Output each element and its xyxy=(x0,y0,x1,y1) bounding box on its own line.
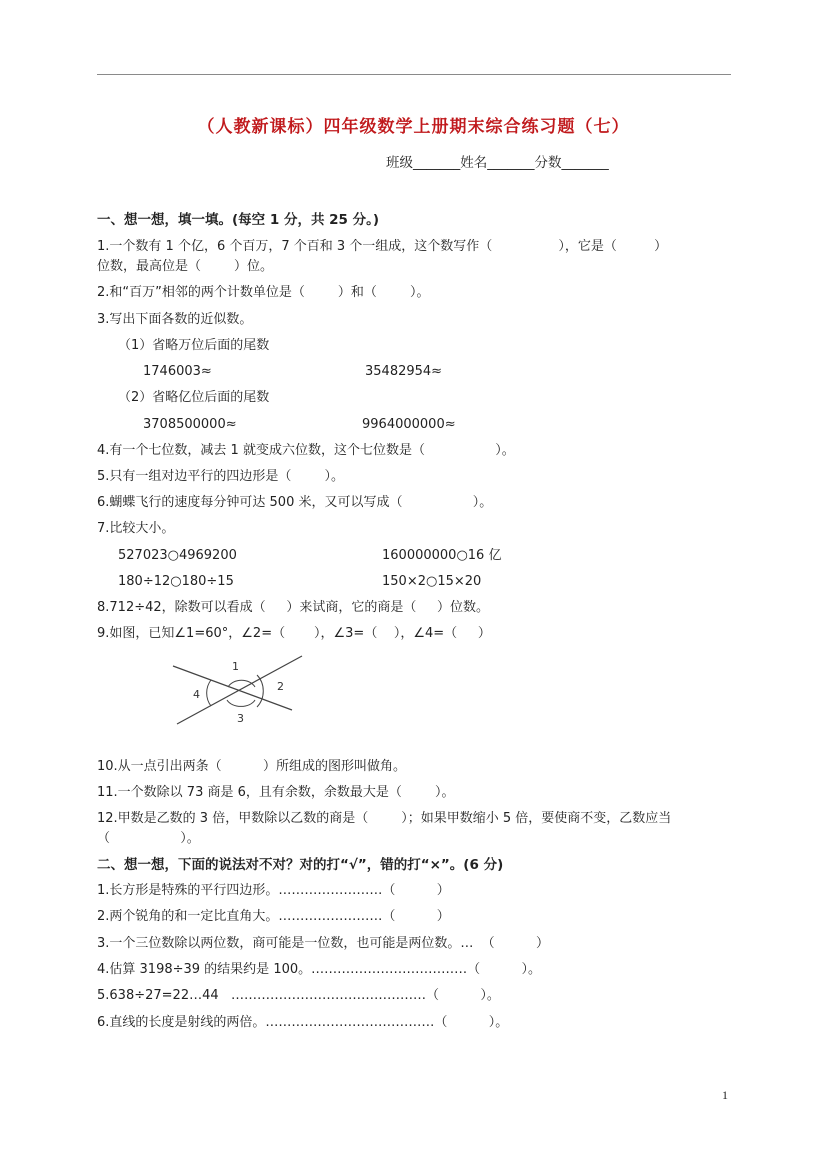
question-12a: 12.甲数是乙数的 3 倍，甲数除以乙数的商是（ ）；如果甲数缩小 5 倍，要使商不变，乙数应当 xyxy=(97,811,672,826)
angle-label-3: 3 xyxy=(237,712,244,725)
judge-item-5: 5.638÷27=22…44 ………………………………………（ ）。 xyxy=(97,988,500,1003)
question-3-2a: 3708500000≈ xyxy=(143,417,237,432)
question-10: 10.从一点引出两条（ ）所组成的图形叫做角。 xyxy=(97,759,406,774)
section2-title: 二、想一想，下面的说法对不对？对的打“√”，错的打“×”。(6 分) xyxy=(97,857,504,873)
question-4: 4.有一个七位数，减去 1 就变成六位数，这个七位数是（ ）。 xyxy=(97,443,515,458)
judge-item-1: 1.长方形是特殊的平行四边形。……………………（ ） xyxy=(97,883,450,898)
question-7: 7.比较大小。 xyxy=(97,521,175,536)
question-2: 2.和“百万”相邻的两个计数单位是（ ）和（ ）。 xyxy=(97,285,430,300)
compare-7d: 150×2○15×20 xyxy=(382,574,482,589)
question-12b: （ ）。 xyxy=(97,831,200,846)
question-8: 8.712÷42，除数可以看成（ ）来试商，它的商是（ ）位数。 xyxy=(97,600,489,615)
question-9: 9.如图，已知∠1=60°，∠2=（ ），∠3=（ ），∠4=（ ） xyxy=(97,626,491,641)
angle-label-4: 4 xyxy=(193,688,200,701)
judge-item-6: 6.直线的长度是射线的两倍。…………………………………（ ）。 xyxy=(97,1015,509,1030)
page-number: 1 xyxy=(722,1088,728,1102)
question-5: 5.只有一组对边平行的四边形是（ ）。 xyxy=(97,469,344,484)
angle-arc-4 xyxy=(207,680,211,706)
angle-arc-3 xyxy=(227,700,255,706)
question-11: 11.一个数除以 73 商是 6，且有余数，余数最大是（ ）。 xyxy=(97,785,455,800)
question-6: 6.蝴蝶飞行的速度每分钟可达 500 米，又可以写成（ ）。 xyxy=(97,495,493,510)
question-3-part-1: （1）省略万位后面的尾数 xyxy=(118,338,270,353)
compare-7c: 180÷12○180÷15 xyxy=(118,574,234,589)
angle-label-1: 1 xyxy=(232,660,239,673)
question-3-part-2: （2）省略亿位后面的尾数 xyxy=(118,390,270,405)
angle-diagram xyxy=(165,652,305,730)
judge-item-2: 2.两个锐角的和一定比直角大。……………………（ ） xyxy=(97,909,450,924)
page-title: （人教新课标）四年级数学上册期末综合练习题（七） xyxy=(197,117,630,137)
angle-label-2: 2 xyxy=(277,680,284,693)
question-1a: 1.一个数有 1 个亿，6 个百万，7 个百和 3 个一组成，这个数写作（ ），它是（ ） xyxy=(97,239,668,254)
question-3: 3.写出下面各数的近似数。 xyxy=(97,312,253,327)
judge-item-4: 4.估算 3198÷39 的结果约是 100。………………………………（ ）。 xyxy=(97,962,541,977)
header-rule xyxy=(97,74,731,75)
question-3-1b: 35482954≈ xyxy=(365,364,443,379)
compare-7a: 527023○4969200 xyxy=(118,548,237,563)
judge-item-3: 3.一个三位数除以两位数，商可能是一位数，也可能是两位数。… （ ） xyxy=(97,936,549,951)
question-3-2b: 9964000000≈ xyxy=(362,417,456,432)
student-info-line: 班级_______姓名_______分数_______ xyxy=(386,155,609,171)
section1-title: 一、想一想，填一填。(每空 1 分，共 25 分。) xyxy=(97,212,380,228)
compare-7b: 160000000○16 亿 xyxy=(382,548,502,563)
question-1b: 位数，最高位是（ ）位。 xyxy=(97,259,274,274)
question-3-1a: 1746003≈ xyxy=(143,364,212,379)
